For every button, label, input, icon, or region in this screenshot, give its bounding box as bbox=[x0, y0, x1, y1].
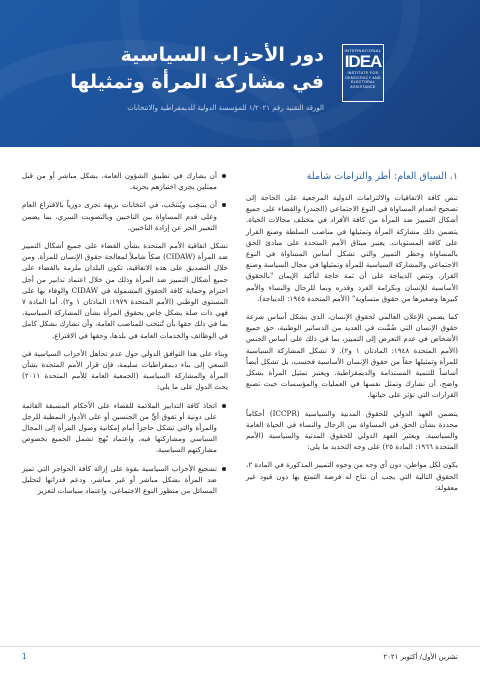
header-banner bbox=[0, 0, 480, 147]
paragraph: يكون لكل مواطن، دون أي وجه من وجوه التمييز المذكورة في المادة ٢، الحقوق التالية التي يجب أن تتاح له فرصة التمتع بها دون قيود غير معقولة: bbox=[246, 460, 458, 492]
bullet-icon bbox=[222, 467, 226, 471]
footer-divider bbox=[0, 646, 480, 647]
logo-top-text: INTERNATIONAL bbox=[344, 48, 382, 53]
document-title bbox=[64, 42, 324, 96]
bullet-icon bbox=[222, 404, 226, 408]
logo-mark: IDEA bbox=[344, 52, 382, 71]
title-line-1: دور الأحزاب السياسية bbox=[120, 44, 324, 66]
list-item-text: اتخاذ كافة التدابير الملائمة للقضاء على الأحكام المسبقة القائمة على دونية أو تفوق أيٍّ من الجنسين أو على الأدوار النمطية للرجل والمرأة والتي تشكل حاجزاً أمام إمكانية وصول المرأة إلى المجال السياسي ومشاركتها فيه، واعتماد نُهج تشمل الجميع بخصوص مشاركتهم السياسية. bbox=[22, 400, 217, 455]
paragraph: تنص كافة الاتفاقيات والالتزامات الدولية المرجعية على الحاجة إلى تصحيح انعدام المساواة في النوع الاجتماعي (الجندر) والقضاء على جميع أشكال التمييز ضد المرأة من كافة الأفراد في مختلف مجالات الحياة. يتضمن ذلك مشاركة المرأة وتمثيلها في مناصب السلطة وصنع القرار على كافة المستويات. يعتبر ميثاق الأمم المتحدة على مبادئ الحق بالمساواة وحظر التمييز والتي تشكل أساس المساواة في النوع الاجتماعي والمشاركة السياسية للمرأة وتمثيلها في مجال السياسة وصنع القرار. وتنص الديباجة على أن ثمة حاجة لتأكيد الإيمان "بالحقوق الأساسية للإنسان وبكرامة الفرد وقدره وبما للرجال والنساء والأمم كبيرها وصغيرها من حقوق متساوية" (الأمم المتحدة ١٩٤٥: الديباجة). bbox=[246, 193, 458, 303]
bullet-icon bbox=[222, 174, 226, 178]
bullet-icon bbox=[222, 203, 226, 207]
paragraph: كما يضمن الإعلان العالمي لحقوق الإنسان، الذي يشكل أساس شرعة حقوق الإنسان التي ضُمِّنت في العديد من الدساتير الوطنية، حق جميع الأشخاص في عدم التعرض إلى التمييز، بما في ذلك على أساس الجنس (الأمم المتحدة ١٩٤٨: المادتان ١ و٢). لا تشكل المشاركة السياسية للمرأة وتمثيلها حقاً من حقوق الإنسان الأساسية فحسب، بل تشكل أيضاً أساساً للتنمية المستدامة والديمقراطية. ويعتبر تمثيل المرأة بشكل واضح، أن تشارك وتمثل نفسها في العمليات والمؤسسات حيث تصنع القرارات التي تؤثر على حياتها. bbox=[246, 312, 458, 400]
paragraph: تشكل اتفاقية الأمم المتحدة بشأن القضاء على جميع أشكال التمييز ضد المرأة (CIDAW) صكاً شاملاً لمعالجة حقوق الإنسان للمرأة. ومن خلال التصديق على هذه الاتفاقية، تكون البلدان ملزمة بالقضاء على جميع أشكال التمييز ضد المرأة وذلك من خلال اعتماد تدابير من أجل احترام وحماية كافة الحقوق المشمولة في CIDAW والوفاء بها على المستوى الوطني (الأمم المتحدة ١٩٧٩: المادتان ١ و٢). أما المادة ٧ فهي ذات صلة بشكل خاص بحقوق المرأة بشأن المشاركة السياسية، بما في ذلك حقها بأن تُنتخب للمناصب العامة، وأن تشارك بشكل كامل في الوظائف والخدمات العامة في بلدها، وحقها في الاقتراع. bbox=[22, 241, 228, 340]
document-subtitle: الورقة التقنية رقم ١/٢٠٢١ للمؤسسة الدولية للديمقراطية والانتخابات bbox=[127, 104, 324, 112]
list-item-text: أن يشارك في تطبيق الشؤون العامة، بشكل مباشر أو من قبل ممثلين يجري اختيارهم بحرية. bbox=[22, 171, 217, 192]
bullet-list bbox=[22, 170, 228, 233]
footer-date: تشرين الأول/ أكتوبر ٢٠٢١ bbox=[383, 653, 458, 661]
list-item-text: أن ينتخِب ويُنتخَب، في انتخابات نزيهة تجرى دورياً بالاقتراع العام وعلى قدم المساواة بين الناخبين وبالتصويت السري، بما يضمن التعبير الحر عن إرادة الناخبين. bbox=[22, 200, 217, 232]
list-item-text: تشجيع الأحزاب السياسية بقوة على إزالة كافة الحواجز التي تميز ضد المرأة بشكل مباشر أو غير مباشر، ودعم قدراتها لتحليل المسائل من منظور النوع الاجتماعي، واعتماد سياسات لتعزيز bbox=[22, 463, 217, 496]
idea-logo bbox=[342, 44, 384, 102]
logo-line: INSTITUTE FOR bbox=[347, 71, 379, 75]
left-column bbox=[22, 170, 228, 503]
logo-line: DEMOCRACY AND bbox=[345, 75, 381, 80]
logo-line: ASSISTANCE bbox=[350, 84, 376, 89]
list-item bbox=[22, 463, 228, 497]
title-line-2: في مشاركة المرأة وتمثيلها bbox=[70, 71, 324, 93]
right-column bbox=[246, 170, 458, 500]
list-item bbox=[22, 170, 228, 192]
bullet-list bbox=[22, 400, 228, 497]
section-heading: ١. السياق العام: أطر والتزامات شاملة bbox=[306, 171, 458, 182]
logo-line: ELECTORAL bbox=[350, 80, 375, 85]
list-item bbox=[22, 400, 228, 456]
paragraph: يتضمن العهد الدولي للحقوق المدنية والسياسية (ICCPR) أحكاماً محددة بشأن الحق في المساواة بين الرجال والنساء في الحياة العامة والسياسية. ويعتبر العهد الدولي للحقوق المدنية والسياسية (الأمم المتحدة ١٩٦٦: المادة ٢٥) على وجه التحديد ما يلي: bbox=[246, 408, 459, 452]
paragraph: وبناء على هذا التوافق الدولي حول عدم تجاهل الأحزاب السياسية في السعي إلى بناء ديمقراطيات سليمة، فإن قرار الأمم المتحدة بشأن المرأة والمشاركة السياسية (الجمعية العامة للأمم المتحدة ٢٠١١) يحث الدول على ما يلي: bbox=[22, 348, 228, 392]
page-number: 1 bbox=[22, 652, 27, 661]
list-item bbox=[22, 199, 228, 233]
